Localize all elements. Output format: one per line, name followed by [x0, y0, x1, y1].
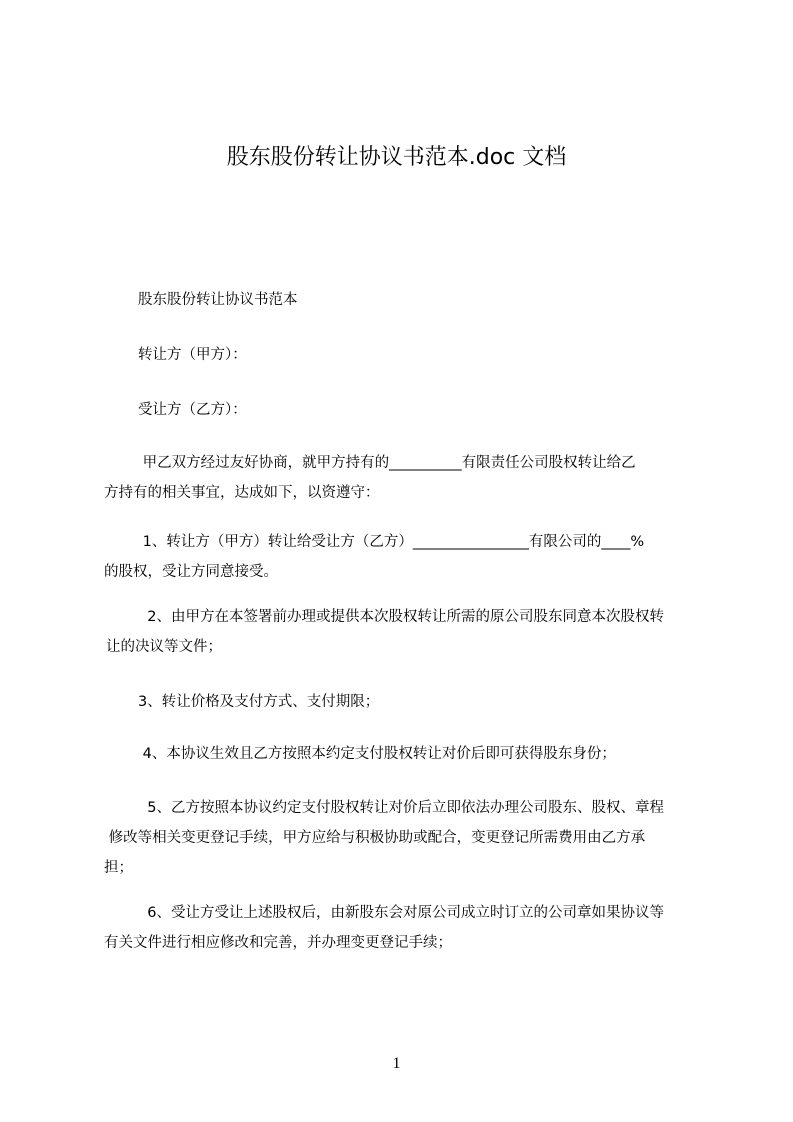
clause-6: [104, 898, 714, 958]
paragraph-line: 甲乙双方经过友好协商，就甲方持有的__________有限责任公司股权转让给乙: [138, 455, 636, 471]
paragraph-preamble: [104, 448, 714, 508]
clause-4: [104, 739, 714, 769]
paragraph-line: 转让方（甲方）：: [138, 347, 247, 363]
clause-2: [104, 602, 714, 662]
paragraph-line: 受让方（乙方）：: [138, 402, 247, 418]
paragraph-line: 有关文件进行相应修改和完善，并办理变更登记手续；: [104, 935, 452, 951]
page-number: 1: [392, 1055, 401, 1072]
paragraph-heading: [104, 285, 714, 315]
paragraph-line: 1、转让方（甲方）转让给受让方（乙方）________________有限公司的____%: [138, 534, 645, 550]
document-title: 股东股份转让协议书范本.doc 文档: [226, 145, 567, 170]
clause-1: [104, 527, 714, 587]
paragraph-line: 的股权，受让方同意接受。: [104, 564, 278, 580]
paragraph-line: 4、本协议生效且乙方按照本约定支付股权转让对价后即可获得股东身份；: [138, 746, 616, 762]
paragraph-line: 3、转让价格及支付方式、支付期限；: [138, 694, 380, 710]
paragraph-transferor: [104, 340, 714, 370]
paragraph-line: 6、受让方受让上述股权后，由新股东会对原公司成立时订立的公司章如果协议等: [138, 905, 664, 921]
clause-3: [104, 687, 714, 717]
paragraph-line: 5、乙方按照本协议约定支付股权转让对价后立即依法办理公司股东、股权、章程: [138, 800, 664, 816]
clause-5: [104, 793, 714, 883]
paragraph-line: 让的决议等文件；: [106, 639, 222, 655]
paragraph-line: 2、由甲方在本签署前办理或提供本次股权转让所需的原公司股东同意本次股权转: [138, 609, 664, 625]
paragraph-line: 担；: [104, 860, 133, 876]
paragraph-line: 方持有的相关事宜，达成如下，以资遵守：: [104, 485, 380, 501]
paragraph-transferee: [104, 395, 714, 425]
paragraph-line: 股东股份转让协议书范本: [138, 292, 298, 308]
paragraph-line: 修改等相关变更登记手续，甲方应给与积极协助或配合，变更登记所需费用由乙方承: [104, 830, 646, 846]
